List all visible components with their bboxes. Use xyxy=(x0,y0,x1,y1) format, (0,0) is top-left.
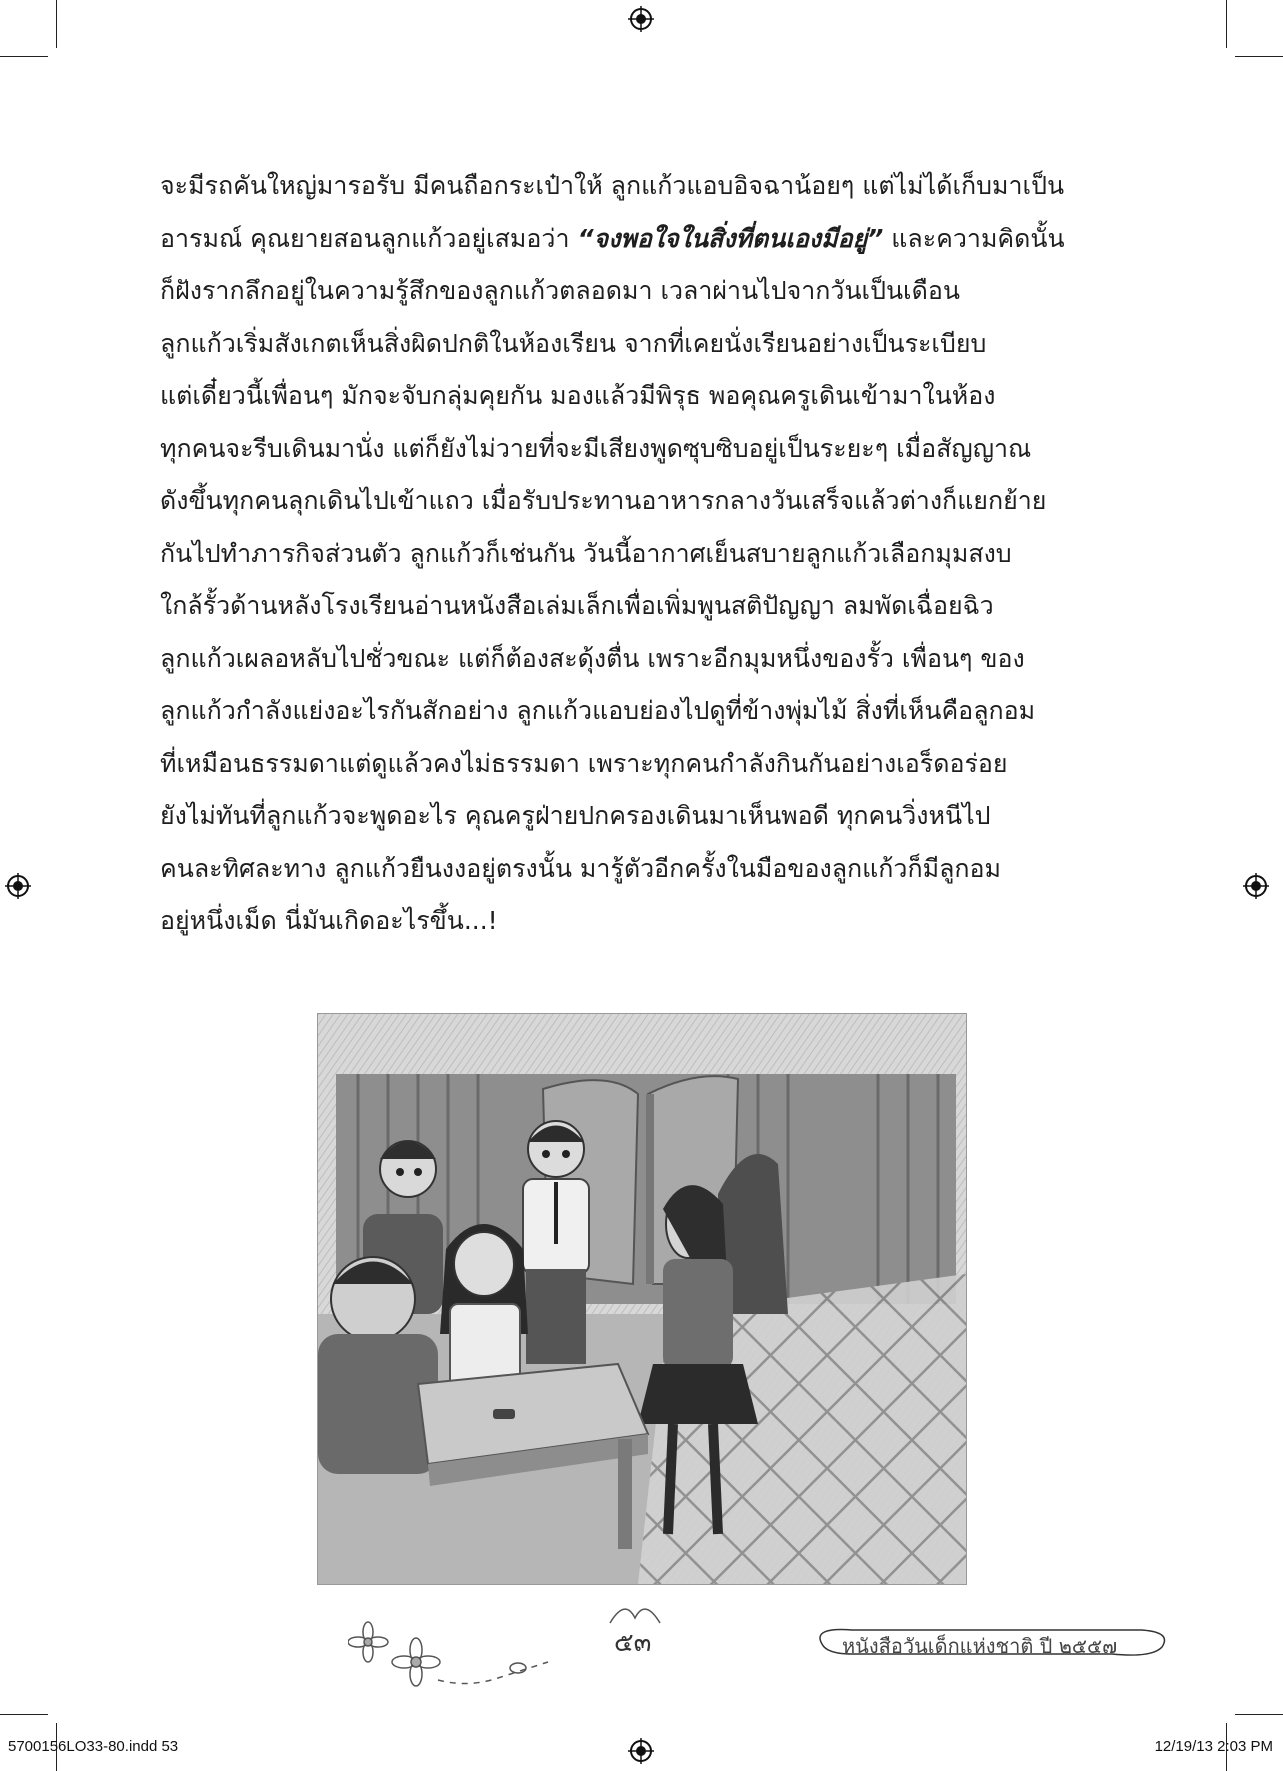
crop-mark-icon xyxy=(1226,0,1227,48)
text-line: จะมีรถคันใหญ่มารอรับ มีคนถือกระเป๋าให้ ลูกแก้วแอบอิจฉาน้อยๆ แต่ไม่ได้เก็บมาเป็น xyxy=(160,171,1065,200)
text-line xyxy=(160,213,1130,266)
text-line: ใกล้รั้วด้านหลังโรงเรียนอ่านหนังสือเล่มเล็กเพื่อเพิ่มพูนสติปัญญา ลมพัดเฉื่อยฉิว xyxy=(160,591,994,620)
crop-mark-icon xyxy=(56,0,57,48)
text-segment: และความคิดนั้น xyxy=(883,223,1065,253)
flower-icon xyxy=(348,1610,598,1700)
text-line: ลูกแก้วกำลังแย่งอะไรกันสักอย่าง ลูกแก้วแอบย่องไปดูที่ข้างพุ่มไม้ สิ่งที่เห็นคือลูกอม xyxy=(160,696,1036,725)
registration-mark-icon xyxy=(628,1738,654,1764)
page-number: ๕๓ xyxy=(614,1628,652,1658)
text-line: คนละทิศละทาง ลูกแก้วยืนงงอยู่ตรงนั้น มารู้ตัวอีกครั้งในมือของลูกแก้วก็มีลูกอม xyxy=(160,853,1002,883)
text-line: ทุกคนจะรีบเดินมานั่ง แต่ก็ยังไม่วายที่จะมีเสียงพูดซุบซิบอยู่เป็นระยะๆ เมื่อสัญญาณ xyxy=(160,433,1032,463)
registration-mark-icon xyxy=(5,873,31,899)
story-illustration xyxy=(317,1013,967,1585)
book-title: หนังสือวันเด็กแห่งชาติ ปี ๒๕๕๗ xyxy=(842,1634,1118,1658)
quoted-phrase: “จงพอใจในสิ่งที่ตนเองมีอยู่” xyxy=(577,223,884,253)
text-segment: อารมณ์ คุณยายสอนลูกแก้วอยู่เสมอว่า xyxy=(160,223,578,253)
registration-mark-icon xyxy=(1243,873,1269,899)
text-line: กันไปทำภารกิจส่วนตัว ลูกแก้วก็เช่นกัน วันนี้อากาศเย็นสบายลูกแก้วเลือกมุมสงบ xyxy=(160,538,1012,568)
text-line: ก็ฝังรากลึกอยู่ในความรู้สึกของลูกแก้วตลอดมา เวลาผ่านไปจากวันเป็นเดือน xyxy=(160,276,960,305)
classroom-drawing xyxy=(318,1014,966,1584)
crop-mark-icon xyxy=(1235,1714,1283,1715)
text-line: ลูกแก้วเริ่มสังเกตเห็นสิ่งผิดปกติในห้องเรียน จากที่เคยนั่งเรียนอย่างเป็นระเบียบ xyxy=(160,328,987,358)
text-line: อยู่หนึ่งเม็ด นี่มันเกิดอะไรขึ้น...! xyxy=(160,906,498,935)
crop-mark-icon xyxy=(1235,56,1283,57)
text-line: ยังไม่ทันที่ลูกแก้วจะพูดอะไร คุณครูฝ่ายปกครองเดินมาเห็นพอดี ทุกคนวิ่งหนีไป xyxy=(160,801,991,830)
crop-mark-icon xyxy=(0,56,48,57)
text-line: ดังขึ้นทุกคนลุกเดินไปเข้าแถว เมื่อรับประทานอาหารกลางวันเสร็จแล้วต่างก็แยกย้าย xyxy=(160,486,1047,515)
text-line: ที่เหมือนธรรมดาแต่ดูแล้วคงไม่ธรรมดา เพราะทุกคนกำลังกินกันอย่างเอร็ดอร่อย xyxy=(160,748,1008,778)
crop-mark-icon xyxy=(0,1714,48,1715)
text-line: ลูกแก้วเผลอหลับไปชั่วขณะ แต่ก็ต้องสะดุ้งตื่น เพราะอีกมุมหนึ่งของรั้ว เพื่อนๆ ของ xyxy=(160,643,1025,673)
story-text xyxy=(160,160,1130,948)
text-line: แต่เดี๋ยวนี้เพื่อนๆ มักจะจับกลุ่มคุยกัน มองแล้วมีพิรุธ พอคุณครูเดินเข้ามาในห้อง xyxy=(160,381,996,410)
slug-date: 12/19/13 2:03 PM xyxy=(1154,1738,1273,1755)
registration-mark-icon xyxy=(628,6,654,32)
slug-file-name: 5700156LO33-80.indd 53 xyxy=(8,1738,179,1755)
